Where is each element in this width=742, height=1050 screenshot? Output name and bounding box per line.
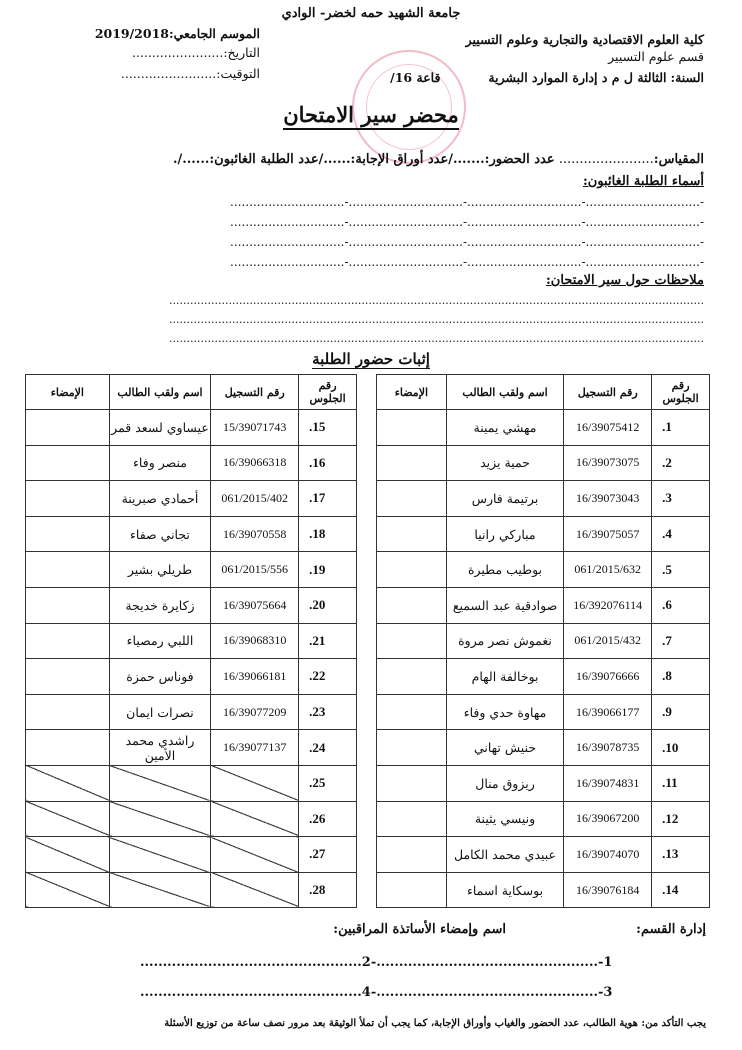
seat-number: 21. [299,623,357,659]
seat-number: 13. [652,837,710,873]
table-row [377,481,710,517]
supervisor-line-1: 1-.................................................-2................................................. [140,955,613,970]
signature-cell [377,872,447,908]
table-row [26,659,357,695]
table-row [377,552,710,588]
registration-number: 16/39078735 [564,730,652,766]
seat-number: 12. [652,801,710,837]
seat-number: 24. [299,730,357,766]
student-name: مهاوة حدي وفاء [446,694,564,730]
absent-line: -..............................-..............................-..............................-.............................. [230,235,704,249]
student-name: برتيمة فارس [446,481,564,517]
notes-line: ......................................................................................................................................................... [169,294,704,307]
subject-dots: ....................... [558,152,654,167]
registration-number: 16/39076666 [564,659,652,695]
subject-label: المقياس: [653,152,704,167]
seat-number: 16. [299,445,357,481]
signature-cell [26,516,110,552]
signature-cell [26,552,110,588]
supervisor-line-2: 3-.................................................-4................................................. [140,985,613,1000]
seat-number: 23. [299,694,357,730]
name-header: اسم ولقب الطالب [446,375,564,410]
registration-number: 16/39077209 [211,694,299,730]
registration-number: 16/39074831 [564,765,652,801]
notes-title: ملاحظات حول سير الامتحان: [546,273,704,288]
student-name: أحمادي صبرينة [109,481,211,517]
registration-number [211,837,299,873]
supervisors-label: اسم وإمضاء الأساتذة المراقبين: [333,922,506,937]
signature-cell [26,837,110,873]
registration-number [211,765,299,801]
seat-number: 3. [652,481,710,517]
seat-number: 1. [652,410,710,446]
signature-cell [26,765,110,801]
table-row [26,516,357,552]
student-name: راشدي محمد الأمين [109,730,211,766]
room-number: قاعة 16/ [390,70,441,85]
table-row [377,410,710,446]
signature-cell [377,694,447,730]
table-row [26,587,357,623]
signature-cell [26,410,110,446]
sig-header: الإمضاء [377,375,447,410]
student-name [109,801,211,837]
year-line [390,70,704,85]
registration-number: 16/39073075 [564,445,652,481]
table-row [26,872,357,908]
date-field: التاريخ:....................... [131,45,260,60]
student-name: عبيدي محمد الكامل [446,837,564,873]
student-name: بوسكاية اسماء [446,872,564,908]
registration-number [211,801,299,837]
seat-number: 22. [299,659,357,695]
table-row [377,516,710,552]
registration-number: 16/39075412 [564,410,652,446]
student-name: حمية يزيد [446,445,564,481]
student-name: منصر وفاء [109,445,211,481]
table-row [377,872,710,908]
table-row [377,801,710,837]
seat-number: 27. [299,837,357,873]
name-header: اسم ولقب الطالب [109,375,211,410]
student-name: طريلي بشير [109,552,211,588]
table-row [26,765,357,801]
student-name: عيساوي لسعد قمر [109,410,211,446]
student-name: صوادقية عبد السميع [446,587,564,623]
signature-cell [377,659,447,695]
student-name: مباركي رانيا [446,516,564,552]
signature-cell [26,587,110,623]
seat-number: 2. [652,445,710,481]
faculty-name: كلية العلوم الاقتصادية والتجارية وعلوم التسيير [465,32,704,47]
registration-number: 16/39076184 [564,872,652,908]
absent-line: -..............................-..............................-..............................-.............................. [230,195,704,209]
registration-number: 16/39066177 [564,694,652,730]
student-name [109,837,211,873]
absent-title: أسماء الطلبة الغائبون: [583,174,704,189]
seat-number: 8. [652,659,710,695]
counts-line: عدد الحضور:......./عدد أوراق الإجابة:....../عدد الطلبة الغائبون:....../. [172,152,555,167]
student-name: تجاني صفاء [109,516,211,552]
table-row [26,694,357,730]
registration-number: 16/39067200 [564,801,652,837]
table-row [26,837,357,873]
table-row [26,445,357,481]
attendance-table-left [25,374,357,908]
academic-season: الموسم الجامعي:2019/2018 [94,26,260,41]
signature-cell [377,623,447,659]
signature-cell [26,694,110,730]
student-name: نغموش نصر مروة [446,623,564,659]
signature-cell [26,623,110,659]
signature-cell [26,481,110,517]
table-row [377,445,710,481]
signature-cell [377,516,447,552]
seat-number: 10. [652,730,710,766]
student-name [109,872,211,908]
signature-cell [377,801,447,837]
table-row [377,623,710,659]
student-name: بوطيب مطيرة [446,552,564,588]
attendance-table-right [376,374,710,908]
notes-line: ......................................................................................................................................................... [169,332,704,345]
seat-number: 18. [299,516,357,552]
registration-number: 16/39077137 [211,730,299,766]
subject-counts-line [173,152,704,167]
signature-cell [26,801,110,837]
signature-cell [26,445,110,481]
registration-number: 16/39075664 [211,587,299,623]
dept-admin-label: إدارة القسم: [636,922,706,937]
reg-header: رقم التسجيل [564,375,652,410]
signature-cell [377,730,447,766]
seat-number: 17. [299,481,357,517]
seat-number: 19. [299,552,357,588]
registration-number: 061/2015/632 [564,552,652,588]
department-name: قسم علوم التسيير [608,49,704,64]
student-name: ريزوق منال [446,765,564,801]
seat-number: 25. [299,765,357,801]
seat-number: 15. [299,410,357,446]
seat-number: 14. [652,872,710,908]
table-row [26,730,357,766]
student-name: فوناس حمزة [109,659,211,695]
student-name: زكايرة خديجة [109,587,211,623]
registration-number [211,872,299,908]
signature-cell [377,765,447,801]
notes-line: ......................................................................................................................................................... [169,313,704,326]
signature-cell [377,445,447,481]
seat-number: 28. [299,872,357,908]
table-row [377,837,710,873]
registration-number: 061/2015/402 [211,481,299,517]
seat-number: 26. [299,801,357,837]
registration-number: 16/39066318 [211,445,299,481]
seat-number: 9. [652,694,710,730]
absent-line: -..............................-..............................-..............................-.............................. [230,255,704,269]
time-field: التوقيت:........................ [120,66,260,81]
signature-cell [26,730,110,766]
student-name: اللبي رمصياء [109,623,211,659]
student-name: بوخالفة الهام [446,659,564,695]
table-row [26,801,357,837]
signature-cell [377,837,447,873]
student-name [109,765,211,801]
student-name: حنيش تهاني [446,730,564,766]
university-name: جامعة الشهيد حمه لخضر- الوادي [281,6,461,21]
table-row [26,410,357,446]
registration-number: 16/39073043 [564,481,652,517]
year-label: السنة: [670,70,704,85]
registration-number: 061/2015/432 [564,623,652,659]
registration-number: 16/392076114 [564,587,652,623]
table-row [26,552,357,588]
seat-header: رقم الجلوس [299,375,357,410]
student-name: ونيسي يثينة [446,801,564,837]
seat-header: رقم الجلوس [652,375,710,410]
registration-number: 16/39075057 [564,516,652,552]
table-row [377,765,710,801]
signature-cell [26,872,110,908]
registration-number: 16/39070558 [211,516,299,552]
signature-cell [377,587,447,623]
seat-number: 20. [299,587,357,623]
signature-cell [377,481,447,517]
sig-header: الإمضاء [26,375,110,410]
seat-number: 4. [652,516,710,552]
absent-line: -..............................-..............................-..............................-.............................. [230,215,704,229]
signature-cell [377,410,447,446]
registration-number: 16/39068310 [211,623,299,659]
table-row [377,587,710,623]
year-value: الثالثة ل م د إدارة الموارد البشرية [488,70,667,85]
signature-cell [377,552,447,588]
table-row [377,659,710,695]
attendance-title: إثبات حضور الطلبة [312,350,430,368]
page-title: محضر سير الامتحان [0,102,742,127]
instructions-note: يجب التأكد من: هوية الطالب، عدد الحضور والغياب وأوراق الإجابة، كما يجب أن تملأ الوثيقة بعد مرور نصف ساعة من توزيع الأسئلة [164,1018,706,1029]
registration-number: 15/39071743 [211,410,299,446]
seat-number: 7. [652,623,710,659]
table-row [26,623,357,659]
registration-number: 16/39066181 [211,659,299,695]
registration-number: 061/2015/556 [211,552,299,588]
registration-number: 16/39074070 [564,837,652,873]
student-name: مهشي يمينة [446,410,564,446]
seat-number: 11. [652,765,710,801]
seat-number: 6. [652,587,710,623]
seat-number: 5. [652,552,710,588]
table-row [377,694,710,730]
signature-cell [26,659,110,695]
table-row [377,730,710,766]
student-name: نصرات ايمان [109,694,211,730]
reg-header: رقم التسجيل [211,375,299,410]
table-row [26,481,357,517]
